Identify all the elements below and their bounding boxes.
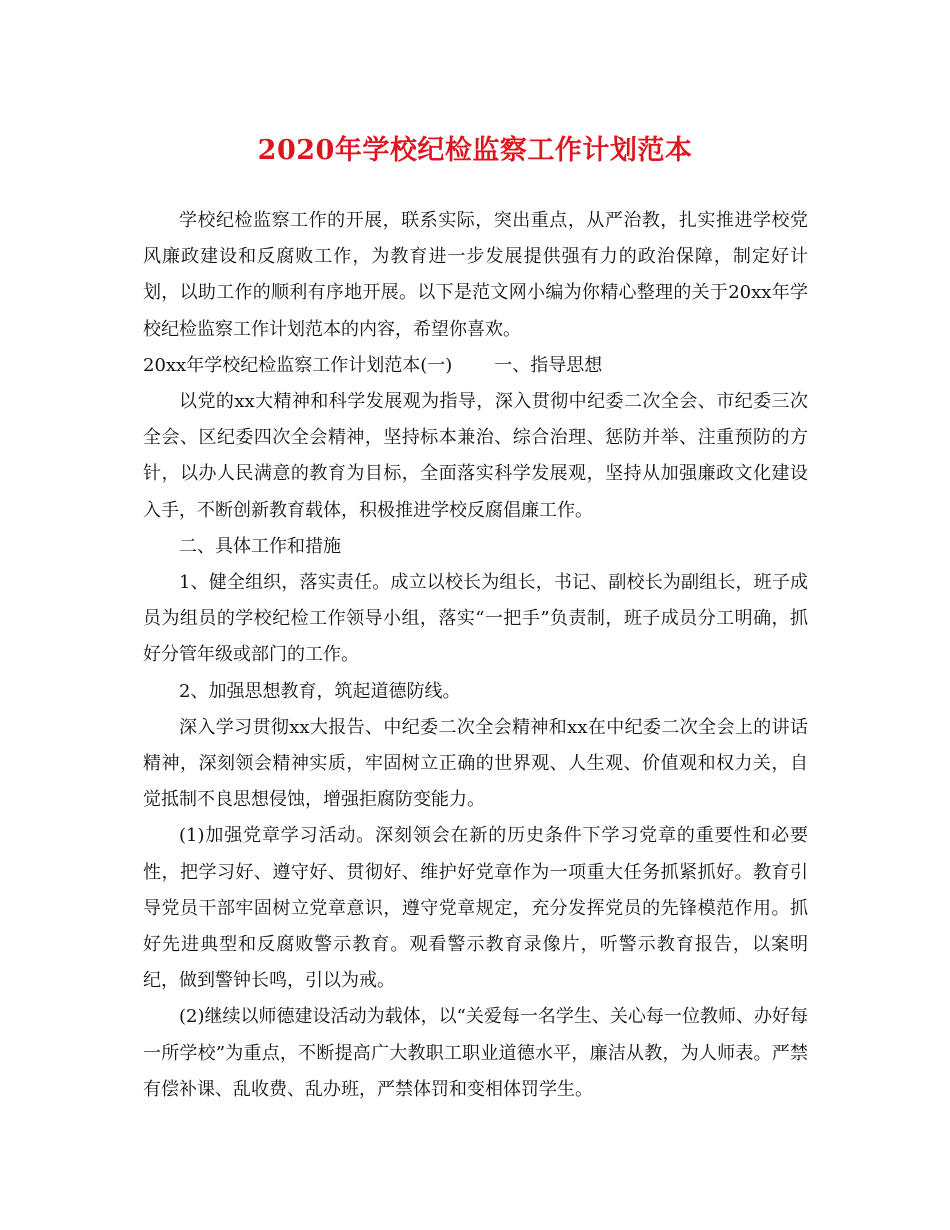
item-2-heading: 2、加强思想教育，筑起道德防线。 xyxy=(179,680,461,702)
sub-item-1-paragraph: (1)加强党章学习活动。深刻领会在新的历史条件下学习党章的重要性和必要性，把学习好、遵守好、贯彻好、维护好党章作为一项重大任务抓紧抓好。教育引导党员干部牢固树立党章意识，遵守党章规定，充分发挥党员的先锋模范作用。抓好先进典型和反腐败警示教育。观看警示教育录像片，听警示教育报告，以案明纪，做到警钟长鸣，引以为戒。 xyxy=(143,825,808,992)
document-title: 2020年学校纪检监察工作计划范本 xyxy=(257,135,693,166)
document-body xyxy=(143,203,808,1108)
intro-paragraph: 学校纪检监察工作的开展，联系实际，突出重点，从严治教，扎实推进学校党风廉政建设和反腐败工作，为教育进一步发展提供强有力的政治保障，制定好计划，以助工作的顺利有序地开展。以下是范文网小编为你精心整理的关于20xx年学校纪检监察工作计划范本的内容，希望你喜欢。 xyxy=(143,210,808,340)
section-heading-specific-work: 二、具体工作和措施 xyxy=(179,535,341,557)
study-paragraph: 深入学习贯彻xx大报告、中纪委二次全会精神和xx在中纪委二次全会上的讲话精神，深刻领会精神实质，牢固树立正确的世界观、人生观、价值观和权力关，自觉抵制不良思想侵蚀，增强拒腐防变能力。 xyxy=(143,716,808,811)
section-heading-guiding-ideology: 一、指导思想 xyxy=(494,354,603,376)
item-1-paragraph: 1、健全组织，落实责任。成立以校长为组长，书记、副校长为副组长，班子成员为组员的学校纪检工作领导小组，落实“一把手”负责制，班子成员分工明确，抓好分管年级或部门的工作。 xyxy=(143,572,808,666)
guiding-ideology-paragraph: 以党的xx大精神和科学发展观为指导，深入贯彻中纪委二次全会、市纪委三次全会、区纪委四次全会精神，坚持标本兼治、综合治理、惩防并举、注重预防的方针，以办人民满意的教育为目标，全面落实科学发展观，坚持从加强廉政文化建设入手，不断创新教育载体，积极推进学校反腐倡廉工作。 xyxy=(143,391,808,521)
part-title: 20xx年学校纪检监察工作计划范本(一) xyxy=(143,354,453,376)
part-heading-line xyxy=(143,348,808,384)
sub-item-2-paragraph: (2)继续以师德建设活动为载体，以“关爱每一名学生、关心每一位教师、办好每一所学校”为重点，不断提高广大教职工职业道德水平，廉洁从教，为人师表。严禁有偿补课、乱收费、乱办班，严禁体罚和变相体罚学生。 xyxy=(143,1006,808,1100)
